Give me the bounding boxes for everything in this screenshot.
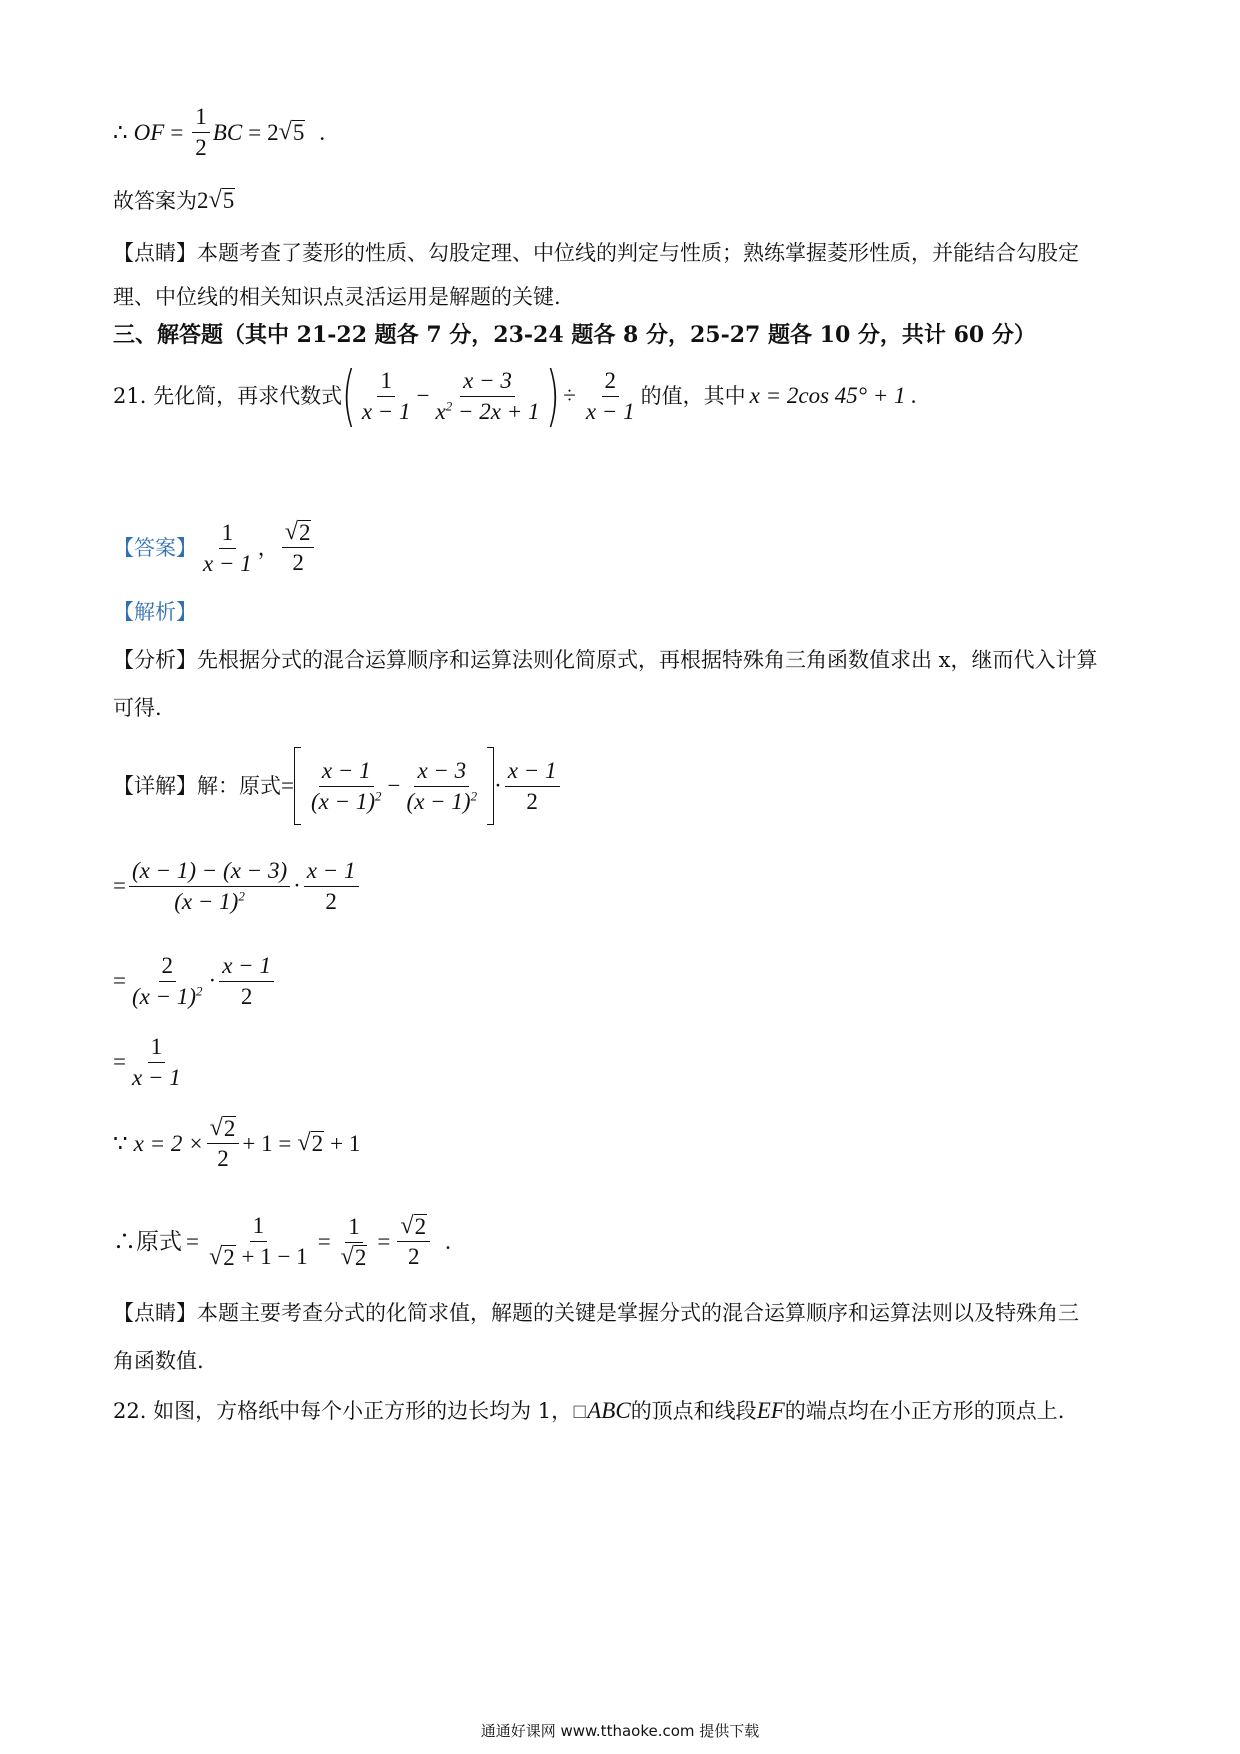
base: (x − 1) <box>131 983 197 1009</box>
footer-text: 通通好课网 www.tthaoke.com 提供下载 <box>480 1722 760 1740</box>
comment-text: 角函数值. <box>113 1349 204 1373</box>
left-paren: ( <box>341 357 357 434</box>
fraction-denominator: 2 <box>292 550 304 576</box>
condition-expression: x = 2cos 45° + 1 . <box>749 383 917 408</box>
analysis-label-text: 【解析】 <box>113 600 197 624</box>
step-6: ∴原式 = 1 √ 2 + 1 − 1 = 1 √ 2 = √ 2 2 . <box>113 1211 451 1271</box>
radicand: 2 <box>298 519 311 545</box>
fraction-denominator: 2 <box>526 788 538 814</box>
comment-text: 本题考查了菱形的性质、勾股定理、中位线的判定与性质；熟练掌握菱形性质，并能结合勾股定 <box>197 241 1079 265</box>
comment-1-line-1 <box>113 238 1079 268</box>
x-expression: x = 2 × <box>133 1131 204 1156</box>
fraction-denominator: 2 <box>240 983 253 1009</box>
q21-expression <box>341 357 641 434</box>
fenxi-line-2 <box>113 693 162 723</box>
equals-sign: = <box>248 119 262 145</box>
answer-statement <box>113 186 235 216</box>
detail-line <box>113 746 563 826</box>
fenxi-text: 可得. <box>113 696 162 720</box>
fraction-denominator <box>433 397 543 425</box>
segment-bc: BC <box>212 119 243 145</box>
fraction-numerator: x − 1 <box>219 953 274 982</box>
question-text-suffix: 的端点均在小正方形的顶点上. <box>784 1399 1065 1423</box>
expression-tail: + 1 = <box>242 1131 292 1156</box>
fraction-numerator: x − 1 <box>304 858 359 887</box>
exponent: 2 <box>196 982 203 998</box>
question-text-suffix: 的值，其中 <box>640 384 746 408</box>
divide-sign: ÷ <box>563 383 576 408</box>
therefore-original: ∴原式 <box>113 1229 182 1254</box>
fenxi-text: 先根据分式的混合运算顺序和运算法则化简原式，再根据特殊角三角函数值求出 x，继而代入计算 <box>197 648 1098 672</box>
step-3 <box>113 947 277 1015</box>
fraction-denominator: x − 1 <box>361 398 411 424</box>
equals-sign: = <box>317 1229 331 1254</box>
fraction-denominator: 2 <box>217 1146 229 1172</box>
fraction-denominator: x − 1 <box>131 1064 181 1090</box>
radicand: 2 <box>311 1131 324 1157</box>
fraction-numerator: (x − 1) − (x − 3) <box>129 858 290 887</box>
dot-operator: · <box>494 773 502 798</box>
sqrt2-over-2: √ 2 2 <box>207 1116 240 1172</box>
step-5: ∵ x = 2 × √ 2 2 + 1 = √ 2 + 1 <box>113 1113 361 1172</box>
fraction-numerator: 1 <box>192 104 210 133</box>
fraction-numerator: x − 1 <box>505 758 560 787</box>
fraction-numerator: 2 <box>602 368 620 397</box>
period: . <box>319 119 326 145</box>
equals-sign: = <box>113 1049 126 1074</box>
equals-sign: = <box>281 773 294 798</box>
denominator-tail: + 1 − 1 <box>241 1244 308 1270</box>
base: (x − 1) <box>406 788 471 814</box>
step-4 <box>113 1030 187 1094</box>
result-of-line <box>113 104 325 161</box>
radicand: 5 <box>222 188 235 214</box>
equals-sign: = <box>377 1229 391 1254</box>
fraction-numerator: 2 <box>159 953 177 982</box>
page-footer <box>0 1720 1240 1741</box>
variable: x <box>435 398 446 424</box>
detail-expression <box>281 747 563 825</box>
sqrt-5: √ 5 <box>278 117 305 145</box>
equals-sign: = <box>113 968 126 993</box>
exponent: 2 <box>238 887 245 903</box>
radicand: 2 <box>223 1115 236 1141</box>
answer-statement-text: 故答案为 <box>113 189 197 213</box>
fraction-denominator <box>129 982 206 1010</box>
radicand: 5 <box>292 119 305 145</box>
radicand: 2 <box>354 1244 367 1270</box>
base: (x − 1) <box>174 888 239 914</box>
fraction-numerator: 1 <box>148 1034 166 1063</box>
fraction-numerator: x − 1 <box>319 758 374 787</box>
fraction-denominator: 2 <box>408 1244 420 1270</box>
fraction-numerator: 1 <box>377 368 395 397</box>
fraction-denominator: √ 2 + 1 − 1 <box>208 1243 308 1271</box>
answer-line <box>113 512 317 584</box>
question-text: 21. 先化简，再求代数式 <box>113 384 343 408</box>
comment-2-line-1 <box>113 1298 1079 1328</box>
radicand: 2 <box>223 1245 235 1271</box>
fraction-numerator: 1 <box>219 520 237 549</box>
section-title: 三、解答题（其中 21-22 题各 7 分，23-24 题各 8 分，25-27 题各 10 分，共计 60 分） <box>113 322 1036 348</box>
equals-sign: = <box>113 873 126 898</box>
triangle-abc: ABC <box>587 1398 631 1423</box>
dot-operator: · <box>293 873 301 898</box>
half-fraction <box>192 104 210 161</box>
comma: ， <box>257 536 279 560</box>
radicand: 2 <box>414 1213 427 1239</box>
coefficient: 2 <box>267 119 279 145</box>
comment-2-line-2 <box>113 1346 204 1376</box>
fraction-denominator <box>308 787 385 815</box>
comment-label: 【点睛】 <box>113 1301 197 1325</box>
fraction-denominator: 2 <box>325 888 337 914</box>
comment-text: 本题主要考查分式的化简求值，解题的关键是掌握分式的混合运算顺序和运算法则以及特殊角三 <box>197 1301 1079 1325</box>
fenxi-line-1 <box>113 645 1098 675</box>
step-2 <box>113 852 362 920</box>
fraction-denominator: x − 1 <box>203 550 252 576</box>
detail-label: 【详解】 <box>113 774 197 798</box>
minus-sign: − <box>387 773 401 798</box>
fraction-numerator: 1 <box>345 1214 363 1243</box>
missing-glyph-box: □ <box>572 1401 588 1420</box>
answer-label: 【答案】 <box>113 536 197 560</box>
fraction-numerator: x − 3 <box>414 758 469 787</box>
fraction-numerator: x − 3 <box>460 368 515 397</box>
segment-ef: EF <box>756 1398 785 1423</box>
comment-1-line-2 <box>113 282 561 312</box>
segment-of: OF <box>133 119 165 145</box>
analysis-label <box>113 597 197 627</box>
equals-sign: = <box>170 119 184 145</box>
fraction-numerator: 1 <box>250 1213 268 1242</box>
question-22 <box>113 1396 1064 1426</box>
fraction-denominator <box>171 887 248 915</box>
fraction-denominator: x − 1 <box>585 398 635 424</box>
therefore-symbol: ∴ <box>113 119 128 145</box>
question-text-mid: 的顶点和线段 <box>630 1399 757 1423</box>
exponent: 2 <box>470 787 478 803</box>
exponent: 2 <box>445 397 453 413</box>
fraction-denominator: √ 2 <box>340 1242 367 1270</box>
question-text: 22. 如图，方格纸中每个小正方形的边长均为 1， <box>113 1399 573 1423</box>
right-bracket <box>487 747 494 825</box>
base: (x − 1) <box>310 788 376 814</box>
equals-sign: = <box>186 1229 199 1254</box>
detail-intro: 解：原式 <box>197 774 281 798</box>
sqrt-5: √ 5 <box>208 186 235 214</box>
left-bracket <box>294 747 301 825</box>
fraction-denominator <box>404 787 481 815</box>
dot-operator: · <box>208 968 217 993</box>
exponent: 2 <box>375 787 382 803</box>
period: . <box>445 1229 451 1254</box>
comment-text: 理、中位线的相关知识点灵活运用是解题的关键. <box>113 285 561 309</box>
fenxi-label: 【分析】 <box>113 648 197 672</box>
minus-sign: − <box>416 383 430 408</box>
sqrt2-over-2: √ 2 2 <box>282 520 315 576</box>
section-heading <box>113 320 1036 350</box>
right-paren: ) <box>545 357 560 434</box>
fraction-denominator: 2 <box>195 135 207 160</box>
question-21 <box>113 357 917 434</box>
expression-tail: + 1 <box>330 1131 361 1156</box>
because-symbol: ∵ <box>113 1131 128 1156</box>
denominator-tail: − 2x + 1 <box>452 398 540 424</box>
coefficient: 2 <box>197 188 209 213</box>
comment-label: 【点睛】 <box>113 241 197 265</box>
